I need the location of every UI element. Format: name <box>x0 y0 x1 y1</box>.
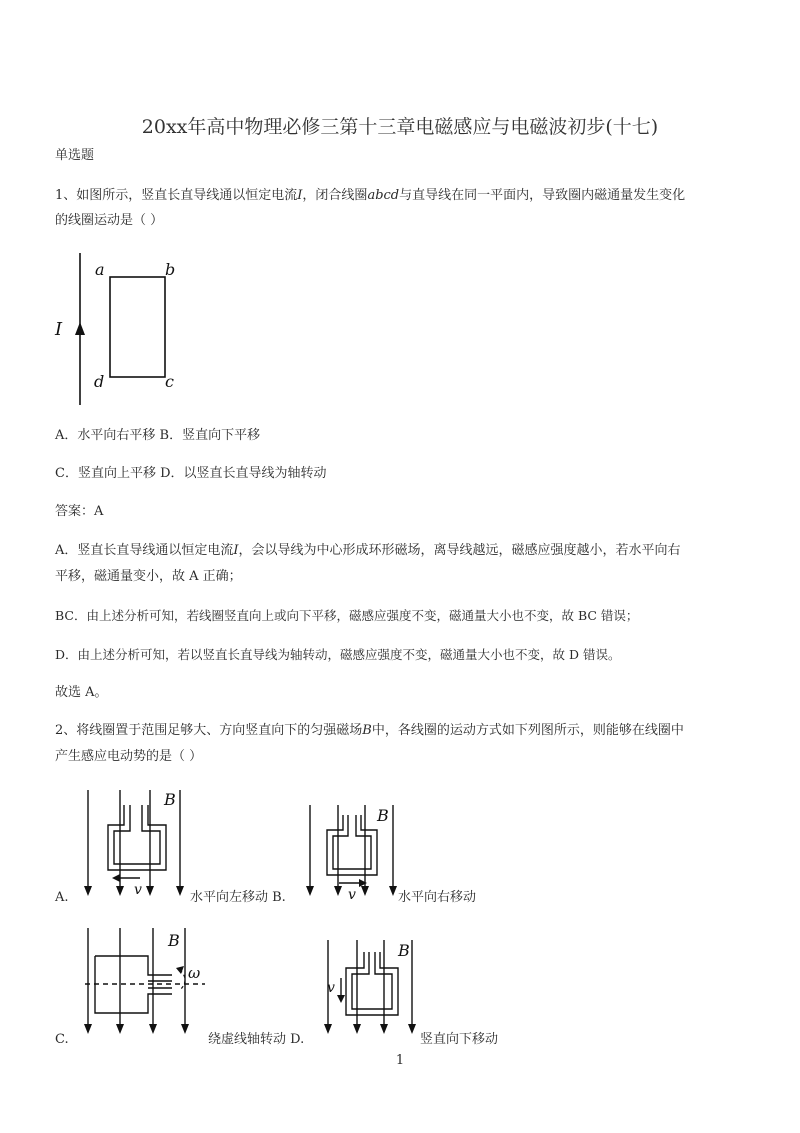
q1-var-i: I <box>297 188 303 203</box>
q2-option-a-label: A. <box>55 890 69 905</box>
field-arrow <box>116 1024 124 1034</box>
q1-text-a: 1、如图所示，竖直长直导线通以恒定电流 <box>55 188 298 203</box>
field-arrow <box>146 886 154 896</box>
label-omega: ω <box>188 964 201 982</box>
q1-explain-bc: BC．由上述分析可知，若线圈竖直向上或向下平移，磁感应强度不变，磁通量大小也不变，故 BC 错误； <box>55 608 639 623</box>
q1-label-current: I <box>55 319 63 340</box>
q1-text-b: ，闭合线圈 <box>302 188 368 203</box>
label-b: B <box>168 931 180 950</box>
q1-answer: 答案：A <box>55 504 104 519</box>
field-arrow <box>84 1024 92 1034</box>
velocity-arrowhead <box>112 874 120 882</box>
q1-text-line1 <box>55 186 685 206</box>
field-arrow <box>176 886 184 896</box>
q1-figure <box>45 245 245 415</box>
q2-option-c-label: C. <box>55 1032 69 1047</box>
q1-var-abcd: abcd <box>367 188 400 203</box>
coil <box>346 952 398 1015</box>
field-arrow <box>84 886 92 896</box>
q2-text-b: 中，各线圈的运动方式如下列图所示，则能够在线圈中 <box>371 723 684 738</box>
q1-explain-a-line2: 平移，磁通量变小，故 A 正确； <box>55 569 242 584</box>
label-b: B <box>164 790 176 809</box>
label-v: v <box>327 980 335 996</box>
q1-label-b: b <box>165 260 176 279</box>
field-arrow <box>181 1024 189 1034</box>
q1-options-ab: A．水平向右平移 B．竖直向下平移 <box>55 428 261 443</box>
velocity-arrowhead <box>337 995 345 1003</box>
q2-figure-b <box>305 805 405 905</box>
q2-option-a-text: 水平向左移动 B. <box>190 890 286 905</box>
q2-text-line2: 产生感应电动势的是（ ） <box>55 749 203 764</box>
q2-var-b: B <box>362 723 372 738</box>
q1-label-d: d <box>94 372 105 391</box>
q1-coil <box>110 277 165 377</box>
label-b: B <box>398 941 410 960</box>
field-arrow <box>361 886 369 896</box>
velocity-arrowhead <box>359 879 367 887</box>
page-title: 20xx年高中物理必修三第十三章电磁感应与电磁波初步(十七) <box>141 116 659 138</box>
q2-text-line1 <box>55 721 684 741</box>
q1-explain-a-line1 <box>55 541 681 561</box>
q1-conclusion: 故选 A。 <box>55 685 108 700</box>
field-arrow <box>408 1024 416 1034</box>
q1-label-a: a <box>95 260 105 279</box>
label-b: B <box>377 806 389 825</box>
q2-figure-c <box>80 928 220 1043</box>
field-arrow <box>306 886 314 896</box>
q1-explain-d: D．由上述分析可知，若以竖直长直导线为轴转动，磁感应强度不变，磁通量大小也不变，故 D 错误。 <box>55 647 621 662</box>
field-arrow <box>380 1024 388 1034</box>
q1-explain-a-text: A．竖直长直导线通以恒定电流 <box>55 543 234 558</box>
q1-text-c: 与直导线在同一平面内，导致圈内磁通量发生变化 <box>399 188 686 203</box>
label-v: v <box>134 882 142 898</box>
field-arrow <box>149 1024 157 1034</box>
label-v: v <box>348 887 356 903</box>
coil <box>108 805 166 870</box>
field-arrow <box>334 886 342 896</box>
field-arrow <box>116 886 124 896</box>
q1-options-cd: C．竖直向上平移 D．以竖直长直导线为轴转动 <box>55 466 327 481</box>
q1-text-line2: 的线圈运动是（ ） <box>55 213 164 228</box>
q2-figure-a <box>78 790 198 905</box>
rotation-arrowhead <box>176 966 184 974</box>
q1-label-c: c <box>165 372 174 391</box>
q1-explain-a-var: I <box>233 543 239 558</box>
page-number: 1 <box>395 1053 405 1068</box>
q2-option-b-text: 水平向右移动 <box>398 890 477 905</box>
q2-option-c-text: 绕虚线轴转动 D. <box>208 1032 305 1047</box>
q1-explain-a-text2: ，会以导线为中心形成环形磁场，离导线越远，磁感应强度越小，若水平向右 <box>238 543 681 558</box>
q2-option-d-text: 竖直向下移动 <box>420 1032 499 1047</box>
field-arrow <box>353 1024 361 1034</box>
coil <box>327 815 377 875</box>
q2-text-a: 2、将线圈置于范围足够大、方向竖直向下的匀强磁场 <box>55 723 363 738</box>
section-label: 单选题 <box>55 148 95 163</box>
field-arrow <box>324 1024 332 1034</box>
q1-current-arrow <box>75 322 85 335</box>
field-arrow <box>389 886 397 896</box>
q2-figure-d <box>320 940 430 1050</box>
